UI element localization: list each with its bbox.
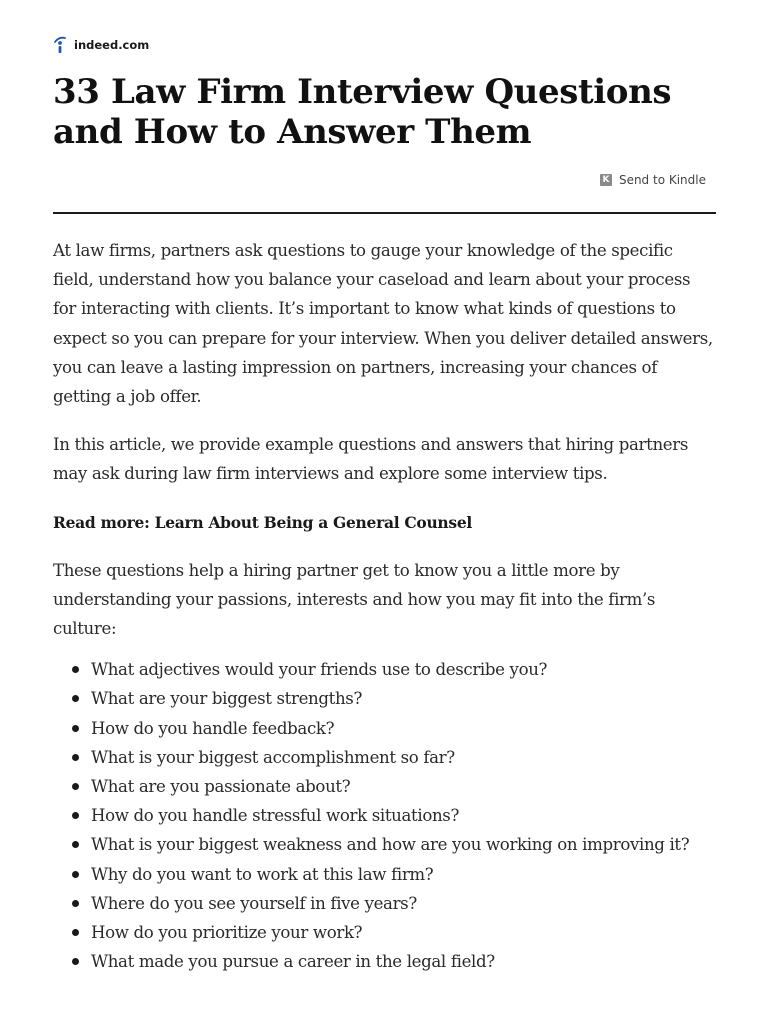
bullet-icon xyxy=(72,783,79,790)
article-body xyxy=(53,236,716,976)
list-item xyxy=(53,889,716,918)
bullet-icon xyxy=(72,841,79,848)
bullet-icon xyxy=(72,929,79,936)
questions-intro: These questions help a hiring partner get to know you a little more by understanding your passions, interests and how you may fit into the firm’s culture: xyxy=(53,560,656,639)
bullet-icon xyxy=(72,695,79,702)
list-item xyxy=(53,743,716,772)
questions-list xyxy=(53,655,716,976)
question-text: Why do you want to work at this law firm? xyxy=(91,864,434,884)
question-text: What is your biggest weakness and how are you working on improving it? xyxy=(91,835,690,855)
send-to-kindle-button[interactable] xyxy=(600,173,706,187)
kindle-icon: K xyxy=(600,174,612,186)
summary-paragraph: In this article, we provide example questions and answers that hiring partners may ask during law firm interviews and explore some interview tips. xyxy=(53,435,689,484)
list-item xyxy=(53,772,716,801)
question-text: How do you prioritize your work? xyxy=(91,923,363,943)
bullet-icon xyxy=(72,958,79,965)
bullet-icon xyxy=(72,900,79,907)
bullet-icon xyxy=(72,871,79,878)
source-link[interactable] xyxy=(53,35,149,55)
page-title: 33 Law Firm Interview Questions and How to Answer Them xyxy=(53,72,672,152)
list-item xyxy=(53,830,716,859)
question-text: What is your biggest accomplishment so far? xyxy=(91,747,455,767)
bullet-icon xyxy=(72,666,79,673)
title-divider xyxy=(53,212,716,214)
bullet-icon xyxy=(72,725,79,732)
list-item xyxy=(53,684,716,713)
bullet-icon xyxy=(72,812,79,819)
list-item xyxy=(53,801,716,830)
list-item xyxy=(53,714,716,743)
list-item xyxy=(53,947,716,976)
send-to-kindle-label: Send to Kindle xyxy=(618,173,706,187)
source-site: indeed.com xyxy=(74,38,150,52)
question-text: How do you handle feedback? xyxy=(91,718,335,738)
read-more-link[interactable]: Read more: Learn About Being a General Counsel xyxy=(53,512,472,532)
question-text: How do you handle stressful work situations? xyxy=(91,806,460,826)
list-item xyxy=(53,918,716,947)
bullet-icon xyxy=(72,754,79,761)
list-item xyxy=(53,860,716,889)
question-text: What are you passionate about? xyxy=(91,777,351,797)
intro-paragraph: At law firms, partners ask questions to gauge your knowledge of the specific field, understand how you balance your caseload and learn about your process for interacting with clients. It’s important to know what kinds of questions to expect so you can prepare for your interview. When you deliver detailed answers, you can leave a lasting impression on partners, increasing your chances of getting a job offer. xyxy=(53,241,713,407)
list-item xyxy=(53,655,716,684)
indeed-logo-icon xyxy=(53,36,67,54)
question-text: What made you pursue a career in the legal field? xyxy=(91,952,495,972)
question-text: What adjectives would your friends use to describe you? xyxy=(91,660,548,680)
question-text: Where do you see yourself in five years? xyxy=(91,893,417,913)
question-text: What are your biggest strengths? xyxy=(91,689,363,709)
